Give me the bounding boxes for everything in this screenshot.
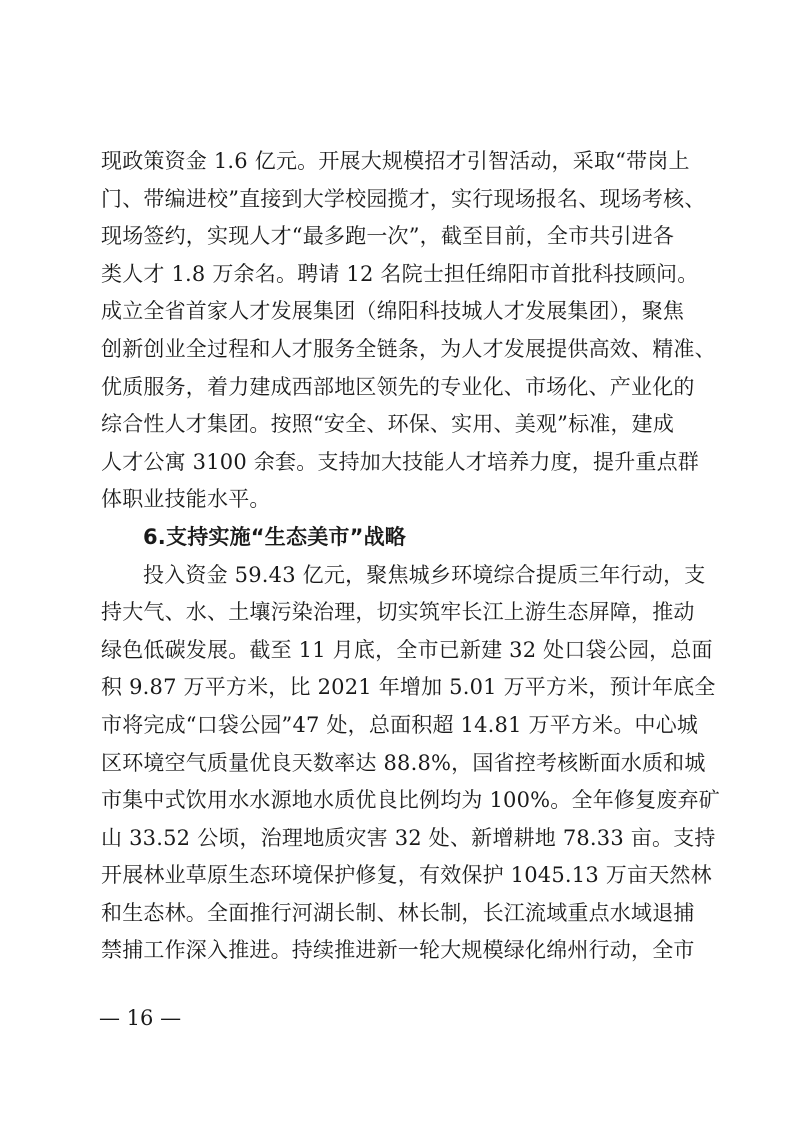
paragraph-line: 投入资金 59.43 亿元，聚焦城乡环境综合提质三年行动，支 [143, 562, 706, 587]
paragraph-line: 类人才 1.8 万余名。聘请 12 名院士担任绵阳市首批科技顾问。 [101, 261, 699, 286]
paragraph-line: 综合性人才集团。按照“安全、环保、实用、美观”标准，建成 [101, 412, 675, 437]
paragraph-line: 和生态林。全面推行河湖长制、林长制，长江流域重点水域退捕 [101, 900, 695, 925]
paragraph-line: 持大气、水、土壤污染治理，切实筑牢长江上游生态屏障，推动 [101, 600, 695, 625]
paragraph-line: 山 33.52 公顷，治理地质灾害 32 处、新增耕地 78.33 亩。支持 [101, 825, 716, 850]
paragraph-line: 开展林业草原生态环境保护修复，有效保护 1045.13 万亩天然林 [101, 863, 712, 888]
paragraph-line: 市将完成“口袋公园”47 处，总面积超 14.81 万平方米。中心城 [101, 712, 699, 737]
paragraph-line: 禁捕工作深入推进。持续推进新一轮大规模绿化绵州行动，全市 [101, 938, 695, 963]
paragraph-line: 区环境空气质量优良天数率达 88.8%，国省控考核断面水质和城 [101, 750, 706, 775]
paragraph-line: 市集中式饮用水水源地水质优良比例均为 100%。全年修复废弃矿 [101, 788, 720, 813]
paragraph-line: 现场签约，实现人才“最多跑一次”，截至目前，全市共引进各 [101, 224, 675, 249]
paragraph-line: 成立全省首家人才发展集团（绵阳科技城人才发展集团），聚焦 [101, 299, 685, 324]
paragraph-line: 人才公寓 3100 余套。支持加大技能人才培养力度，提升重点群 [101, 449, 699, 474]
section-heading: 6.支持实施“生态美市”战略 [143, 524, 406, 549]
paragraph-line: 创新创业全过程和人才服务全链条，为人才发展提供高效、精准、 [101, 336, 716, 361]
paragraph-line: 绿色低碳发展。截至 11 月底，全市已新建 32 处口袋公园，总面 [101, 637, 713, 662]
page-number: — 16 — [99, 1006, 182, 1030]
paragraph-line: 现政策资金 1.6 亿元。开展大规模招才引智活动，采取“带岗上 [101, 149, 690, 173]
paragraph-line: 积 9.87 万平方米，比 2021 年增加 5.01 万平方米，预计年底全 [101, 675, 716, 700]
paragraph-line: 体职业技能水平。 [101, 487, 271, 512]
document-body [101, 143, 720, 970]
paragraph-line: 优质服务，着力建成西部地区领先的专业化、市场化、产业化的 [101, 374, 695, 399]
paragraph-line: 门、带编进校”直接到大学校园揽才，实行现场报名、现场考核、 [101, 186, 706, 211]
